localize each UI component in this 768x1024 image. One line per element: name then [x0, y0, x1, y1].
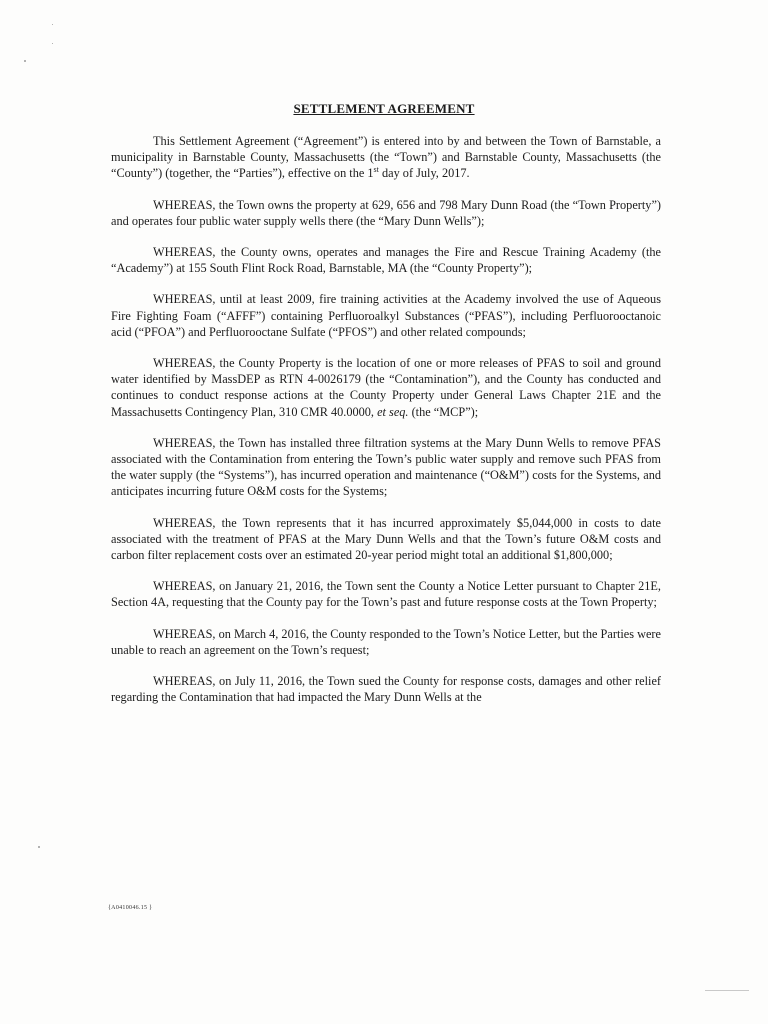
paragraph-whereas-notice-letter: WHEREAS, on January 21, 2016, the Town sent the County a Notice Letter pursuant to Chapter 21E, Section 4A, requesting that the County pay for the Town’s past and future response costs at the Town Property; — [111, 579, 661, 610]
scan-speck — [24, 60, 26, 62]
document-footer-code: {A0410046.15 } — [108, 905, 153, 911]
paragraph-whereas-filtration: WHEREAS, the Town has installed three filtration systems at the Mary Dunn Wells to remove PFAS associated with the Contamination from entering the Town’s public water supply and remove such PFAS from the water supply (the “Systems”), has incurred operation and maintenance (“O&M”) costs for the Systems, and anticipates incurring future O&M costs for the Systems; — [111, 435, 661, 499]
document-body — [111, 133, 661, 720]
paragraph-whereas-afff: WHEREAS, until at least 2009, fire training activities at the Academy involved the use of Aqueous Fire Fighting Foam (“AFFF”) containing Perfluoroalkyl Substances (“PFAS”), including Perfluorooctanoic acid (“PFOA”) and Perfluorooctane Sulfate (“PFOS”) and other related compounds; — [111, 292, 661, 339]
scan-speck — [52, 43, 53, 44]
paragraph-whereas-county-property: WHEREAS, the County owns, operates and manages the Fire and Rescue Training Academy (the “Academy”) at 155 South Flint Rock Road, Barnstable, MA (the “County Property”); — [111, 245, 661, 276]
paragraph-whereas-contamination: WHEREAS, the County Property is the location of one or more releases of PFAS to soil and ground water identified by MassDEP as RTN 4-0026179 (the “Contamination”), and the County has conducted and continues to conduct response actions at the County Property under General Laws Chapter 21E and the Massachusetts Contingency Plan, 310 CMR 40.0000, et seq. (the “MCP”); — [111, 356, 661, 419]
paragraph-whereas-costs: WHEREAS, the Town represents that it has incurred approximately $5,044,000 in costs to date associated with the treatment of PFAS at the Mary Dunn Wells and that the Town’s future O&M costs and carbon filter replacement costs over an estimated 20-year period might total an additional $1,800,000; — [111, 515, 661, 563]
scan-speck — [38, 846, 40, 848]
document-title: SETTLEMENT AGREEMENT — [293, 101, 475, 116]
paragraph-whereas-town-property: WHEREAS, the Town owns the property at 629, 656 and 798 Mary Dunn Road (the “Town Property”) and operates four public water supply wells there (the “Mary Dunn Wells”); — [111, 197, 661, 228]
paragraph-whereas-county-response: WHEREAS, on March 4, 2016, the County responded to the Town’s Notice Letter, but the Parties were unable to reach an agreement on the Town’s request; — [111, 626, 661, 657]
ordinal-superscript: st — [373, 165, 379, 175]
scan-mark — [705, 990, 749, 991]
paragraph-intro: This Settlement Agreement (“Agreement”) is entered into by and between the Town of Barnstable, a municipality in Barnstable County, Massachusetts (the “Town”) and Barnstable County, Massachusetts (the “County”) (together, the “Parties”), effective on the 1st day of July, 2017. — [111, 134, 661, 181]
scan-speck — [52, 24, 53, 25]
paragraph-whereas-lawsuit: WHEREAS, on July 11, 2016, the Town sued the County for response costs, damages and other relief regarding the Contamination that had impacted the Mary Dunn Wells at the — [111, 674, 661, 705]
